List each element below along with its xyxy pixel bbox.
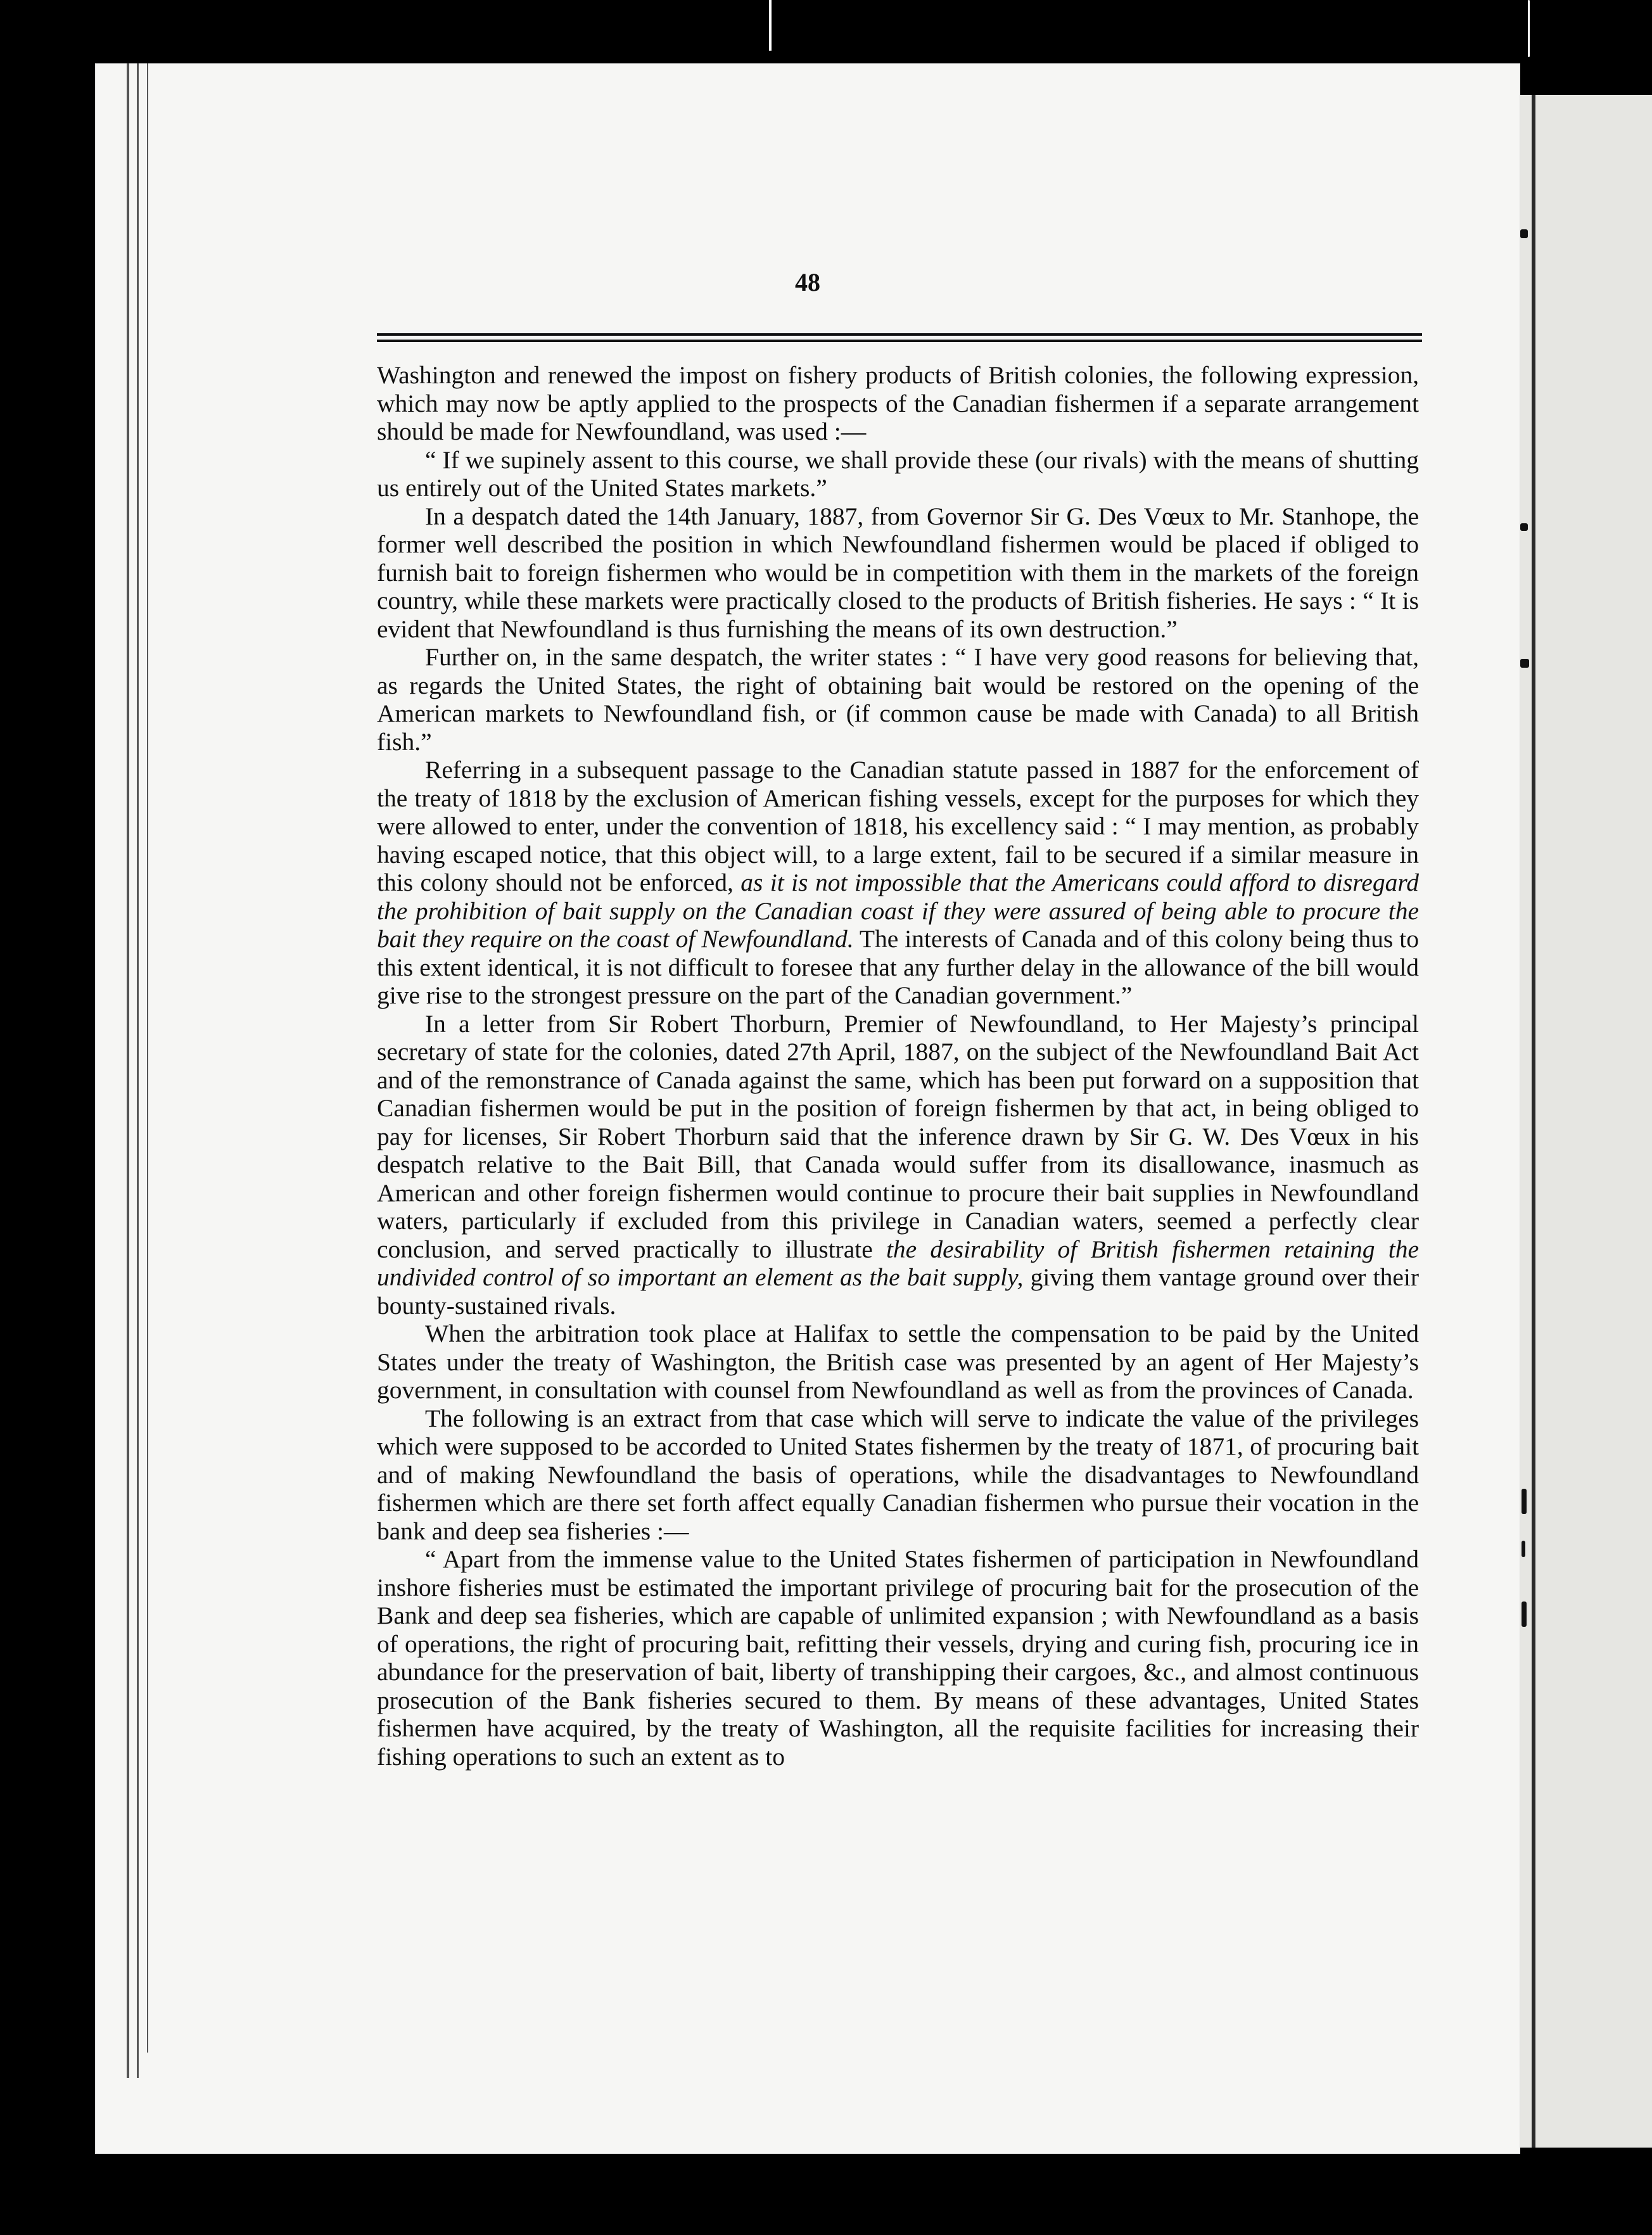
- text-run: Further on, in the same despatch, the writer states : “ I have very good reasons for believing that, as regards the United States, the right of obtaining bait would be restored on the opening of the American markets to Newfoundland fish, or (if common cause be made with Canada) to all British fish.”: [377, 643, 1419, 756]
- paragraph: [377, 1404, 1419, 1546]
- page-number: 48: [795, 268, 820, 296]
- page-mark: [1520, 229, 1528, 238]
- italic-text: the desirability of British fishermen retaining the undivided control of so important an element as the bait supply,: [377, 1235, 1420, 1291]
- text-run: Referring in a subsequent passage to the Canadian statute passed in 1887 for the enforcement of the treaty of 1818 by the exclusion of American fishing vessels, except for the purposes for which they were allowed to enter, under the convention of 1818, his excellency said : “ I may mention, as probably having escaped notice, that this object will, to a large extent, fail to be secured if a similar measure in this colony should not be enforced,: [377, 756, 1419, 896]
- body-text: [377, 361, 1419, 1771]
- paragraph: [377, 502, 1419, 644]
- page-mark: [1522, 1601, 1527, 1627]
- paragraph: [377, 361, 1419, 446]
- paragraph: [377, 1545, 1419, 1771]
- paragraph: [377, 643, 1419, 756]
- text-run: giving them vantage ground over their bounty-sustained rivals.: [377, 1263, 1419, 1320]
- paragraph: [377, 1320, 1419, 1404]
- paragraph: [377, 1010, 1419, 1320]
- film-mark-right: [1528, 0, 1530, 57]
- adjacent-page-rule: [1532, 95, 1535, 2148]
- text-run: “ Apart from the immense value to the United States fishermen of participation in Newfoundland inshore fisheries must be estimated the important privilege of procuring bait for the prosecution of the Bank and deep sea fisheries, which are capable of unlimited expansion ; with Newfoundland as a basis of operations, the right of procuring bait, refitting their vessels, drying and curing fish, procuring ice in abundance for the preservation of bait, liberty of transhipping their cargoes, &c., and almost continuous prosecution of the Bank fisheries secured to them. By means of these advantages, United States fishermen have acquired, by the treaty of Washington, all the requisite facilities for increasing their fishing operations to such an extent as to: [377, 1545, 1419, 1771]
- page-mark: [1522, 1541, 1525, 1557]
- text-run: In a despatch dated the 14th January, 1887, from Governor Sir G. Des Vœux to Mr. Stanhope, the former well described the position in which Newfoundland fishermen would be placed if obliged to furnish bait to foreign fishermen who would be in competition with them in the markets of the foreign country, while these markets were practically closed to the products of British fisheries. He says : “ It is evident that Newfoundland is thus furnishing the means of its own destruction.”: [377, 502, 1419, 643]
- text-run: The interests of Canada and of this colony being thus to this extent identical, it is not difficult to foresee that any further delay in the allowance of the bill would give rise to the strongest pressure on the part of the Canadian government.”: [377, 925, 1419, 1009]
- text-run: When the arbitration took place at Halifax to settle the compensation to be paid by the United States under the treaty of Washington, the British case was presented by an agent of Her Majesty’s government, in consultation with counsel from Newfoundland as well as from the provinces of Canada.: [377, 1320, 1419, 1404]
- text-run: In a letter from Sir Robert Thorburn, Premier of Newfoundland, to Her Majesty’s principal secretary of state for the colonies, dated 27th April, 1887, on the subject of the Newfoundland Bait Act and of the remonstrance of Canada against the same, which has been put forward on a supposition that Canadian fishermen would be put in the position of foreign fishermen by that act, in being obliged to pay for licenses, Sir Robert Thorburn said that the inference drawn by Sir G. W. Des Vœux in his despatch relative to the Bait Bill, that Canada would suffer from its disallowance, inasmuch as American and other foreign fishermen would continue to procure their bait supplies in Newfoundland waters, particularly if excluded from this privilege in Canadian waters, seemed a perfectly clear conclusion, and served practically to illustrate: [377, 1009, 1419, 1263]
- page-mark: [1520, 523, 1528, 531]
- text-run: The following is an extract from that case which will serve to indicate the value of the privileges which were supposed to be accorded to United States fishermen by the treaty of 1871, of procuring bait and of making Newfoundland the basis of operations, while the disadvantages to Newfoundland fishermen which are there set forth affect equally Canadian fishermen who pursue their vocation in the bank and deep sea fisheries :—: [377, 1404, 1419, 1545]
- page-mark: [1520, 659, 1529, 668]
- page-mark: [1522, 1489, 1527, 1514]
- text-run: “ If we supinely assent to this course, we shall provide these (our rivals) with the means of shutting us entirely out of the United States markets.”: [377, 445, 1419, 502]
- header-double-rule: [377, 333, 1422, 342]
- paragraph: [377, 756, 1419, 1010]
- film-mark-left: [769, 0, 772, 51]
- text-run: Washington and renewed the impost on fishery products of British colonies, the following expression, which may now be aptly applied to the prospects of the Canadian fishermen if a separate arrangement should be made for Newfoundland, was used :—: [377, 361, 1419, 445]
- document-page: [95, 63, 1520, 2154]
- binding-edge: [137, 63, 139, 2078]
- binding-edge: [127, 63, 129, 2078]
- italic-text: as it is not impossible that the Americans could afford to disregard the prohibition of bait supply on the Canadian coast if they were assured of being able to procure the bait they require on the coast of Newfoundland.: [377, 869, 1419, 953]
- paragraph: [377, 446, 1419, 502]
- binding-edge: [147, 63, 148, 2053]
- adjacent-page-edge: [1520, 95, 1652, 2148]
